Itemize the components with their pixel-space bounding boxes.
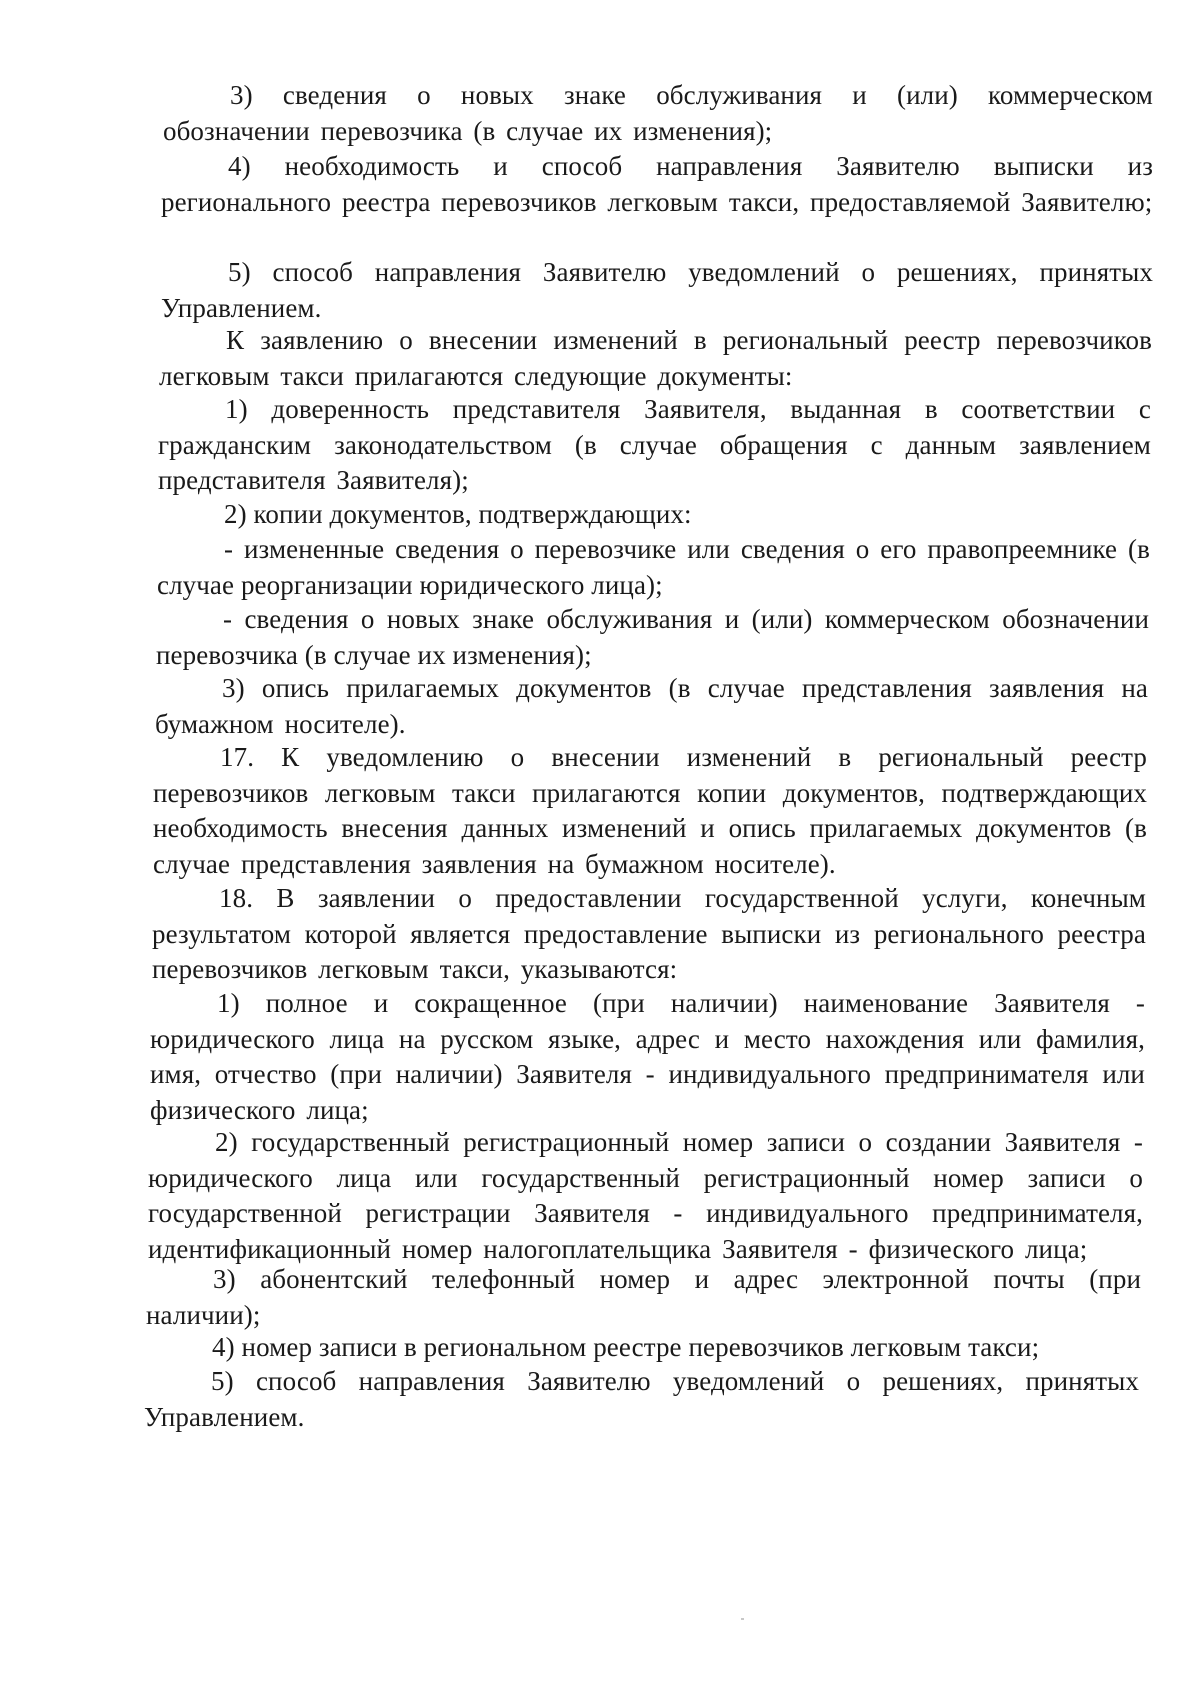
paragraph-registry-record-number: 4) номер записи в региональном реестре перевозчиков легковым такси; xyxy=(212,1332,1040,1362)
paragraph-item-17: 17. К уведомлению о внесении изменений в региональный реестр перевозчиков легковым такси прилагаются копии документов, подтверждающих необходимость внесения данных изменений и опись прилагаемых документов (в случае представления заявления на бумажном носителе). xyxy=(153,742,1147,879)
paragraph-document-inventory: 3) опись прилагаемых документов (в случае представления заявления на бумажном носителе). xyxy=(155,673,1148,739)
paragraph-item-18: 18. В заявлении о предоставлении государственной услуги, конечным результатом которой является предоставление выписки из регионального реестра перевозчиков легковым такси, указываются: xyxy=(152,883,1146,984)
scan-speck xyxy=(741,1618,744,1620)
paragraph-new-service-mark-info: - сведения о новых знаке обслуживания и (или) коммерческом обозначении перевозчика (в случае их изменения); xyxy=(156,604,1149,670)
paragraph-contact-details: 3) абонентский телефонный номер и адрес электронной почты (при наличии); xyxy=(146,1264,1141,1330)
paragraph-notification-method: 5) способ направления Заявителю уведомлений о решениях, принятых Управлением. xyxy=(161,257,1153,323)
paragraph-power-of-attorney: 1) доверенность представителя Заявителя, выданная в соответствии с гражданским законодательством (в случае обращения с данным заявлением представителя Заявителя); xyxy=(158,394,1151,495)
paragraph-document-copies: 2) копии документов, подтверждающих: xyxy=(224,499,692,529)
paragraph-applicant-name: 1) полное и сокращенное (при наличии) наименование Заявителя - юридического лица на русском языке, адрес и место нахождения или фамилия, имя, отчество (при наличии) Заявителя - индивидуального предпринимателя или физического лица; xyxy=(150,988,1145,1125)
paragraph-change-service-mark: 3) сведения о новых знаке обслуживания и (или) коммерческом обозначении перевозчика (в случае их изменения); xyxy=(163,80,1153,146)
paragraph-registration-number: 2) государственный регистрационный номер записи о создании Заявителя - юридического лица или государственный регистрационный номер записи о государственной регистрации Заявителя - индивидуального предпринимателя, идентификационный номер налогоплательщика Заявителя - физического лица; xyxy=(148,1127,1143,1264)
paragraph-change-application-docs: К заявлению о внесении изменений в региональный реестр перевозчиков легковым такси прилагаются следующие документы: xyxy=(159,325,1152,391)
paragraph-extract-delivery: 4) необходимость и способ направления Заявителю выписки из регионального реестра перевозчиков легковым такси, предоставляемой Заявителю; xyxy=(161,151,1153,217)
paragraph-changed-carrier-info: - измененные сведения о перевозчике или сведения о его правопреемнике (в случае реорганизации юридического лица); xyxy=(157,534,1150,600)
paragraph-decision-notifications: 5) способ направления Заявителю уведомлений о решениях, принятых Управлением. xyxy=(144,1366,1139,1432)
